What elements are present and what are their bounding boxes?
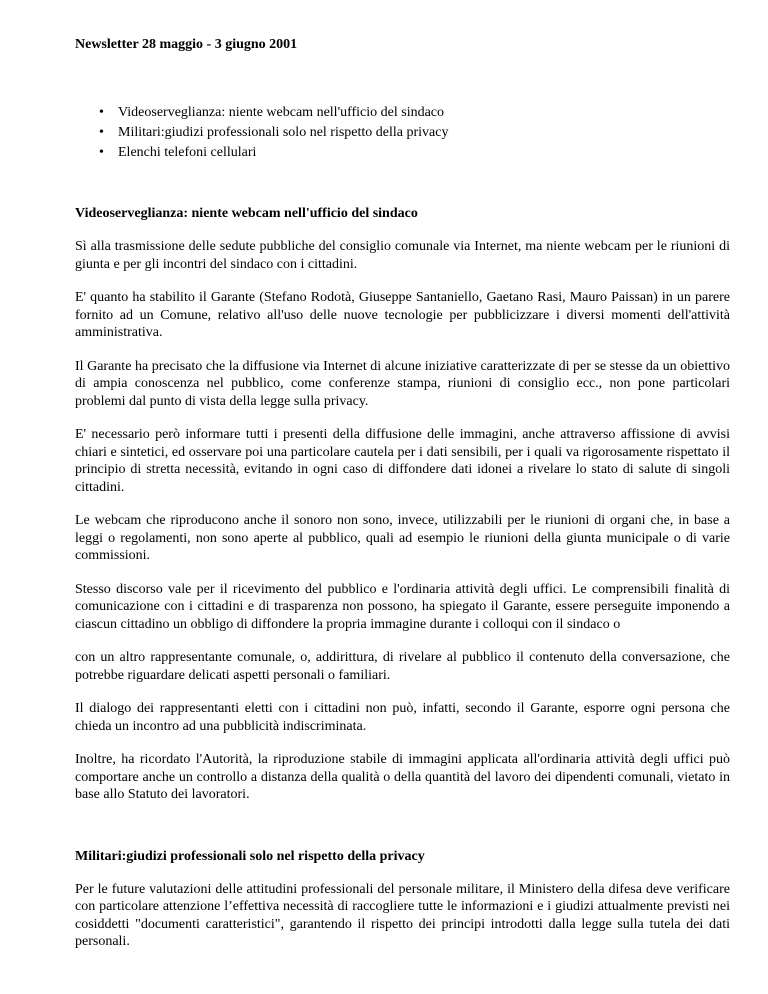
paragraph: Le webcam che riproducono anche il sonoro non sono, invece, utilizzabili per le riunioni di organi che, in base a leggi o regolamenti, non sono aperte al pubblico, quali ad esempio le riunioni della giunta municipale o di varie commissioni. bbox=[75, 513, 730, 563]
toc-item-label: Elenchi telefoni cellulari bbox=[118, 145, 257, 160]
table-of-contents bbox=[75, 103, 730, 163]
newsletter-title: Newsletter 28 maggio - 3 giugno 2001 bbox=[75, 37, 298, 52]
bullet-icon: • bbox=[99, 145, 104, 160]
bullet-icon: • bbox=[99, 125, 104, 140]
paragraph: E' quanto ha stabilito il Garante (Stefano Rodotà, Giuseppe Santaniello, Gaetano Rasi, Mauro Paissan) in un parere fornito ad un Comune, relativo all'uso delle nuove tecnologie per pubblicizzare i diversi momenti dell'attività amministrativa. bbox=[75, 290, 730, 340]
toc-item-label: Militari:giudizi professionali solo nel rispetto della privacy bbox=[118, 125, 449, 140]
paragraph: Inoltre, ha ricordato l'Autorità, la riproduzione stabile di immagini applicata all'ordinaria attività degli uffici può comportare anche un controllo a distanza della qualità o della quantità del lavoro dei dipendenti comunali, vietato in base allo Statuto dei lavoratori. bbox=[75, 752, 730, 802]
toc-item-label: Videoserveglianza: niente webcam nell'ufficio del sindaco bbox=[118, 105, 445, 120]
section-heading-videosorveglianza: Videoserveglianza: niente webcam nell'ufficio del sindaco bbox=[75, 206, 418, 221]
document-page bbox=[75, 36, 730, 951]
paragraph: Stesso discorso vale per il ricevimento del pubblico e l'ordinaria attività degli uffici. Le comprensibili finalità di comunicazione con i cittadini e di trasparenza non possono, ha spiegato il Garante, essere perseguite imponendo a ciascun cittadino un obbligo di diffondere la propria immagine durante i colloqui con il sindaco o bbox=[75, 581, 730, 632]
paragraph: Per le future valutazioni delle attitudini professionali del personale militare, il Ministero della difesa deve verificare con particolare attenzione l’effettiva necessità di raccogliere tutte le informazioni e i giudizi attualmente previsti nei cosiddetti "documenti caratteristici", garantendo il rispetto dei principi introdotti dalla legge sulla tutela dei dati personali. bbox=[75, 881, 730, 949]
paragraph: Il dialogo dei rappresentanti eletti con i cittadini non può, infatti, secondo il Garante, esporre ogni persona che chieda un incontro ad una pubblicità indiscriminata. bbox=[75, 701, 730, 734]
bullet-icon: • bbox=[99, 105, 104, 120]
toc-item[interactable] bbox=[99, 103, 730, 123]
toc-item[interactable] bbox=[99, 143, 730, 163]
section-heading-militari: Militari:giudizi professionali solo nel rispetto della privacy bbox=[75, 848, 425, 864]
paragraph: E' necessario però informare tutti i presenti della diffusione delle immagini, anche attraverso affissione di avvisi chiari e sintetici, ed osservare poi una particolare cautela per i dati sensibili, per i quali va rigorosamente rispettato il principio di stretta necessità, evitando in ogni caso di diffondere dati idonei a rivelare lo stato di salute di singoli cittadini. bbox=[75, 427, 730, 495]
paragraph: Il Garante ha precisato che la diffusione via Internet di alcune iniziative caratterizzate di per se stesse da un obiettivo di ampia conoscenza nel pubblico, come conferenze stampa, riunioni di consiglio ecc., non pone particolari problemi dal punto di vista della legge sulla privacy. bbox=[75, 358, 730, 409]
paragraph: con un altro rappresentante comunale, o, addirittura, di rivelare al pubblico il contenuto della conversazione, che potrebbe riguardare delicati aspetti personali o familiari. bbox=[75, 650, 730, 683]
paragraph: Sì alla trasmissione delle sedute pubbliche del consiglio comunale via Internet, ma niente webcam per le riunioni di giunta e per gli incontri del sindaco con i cittadini. bbox=[75, 239, 730, 272]
toc-item[interactable] bbox=[99, 123, 730, 143]
